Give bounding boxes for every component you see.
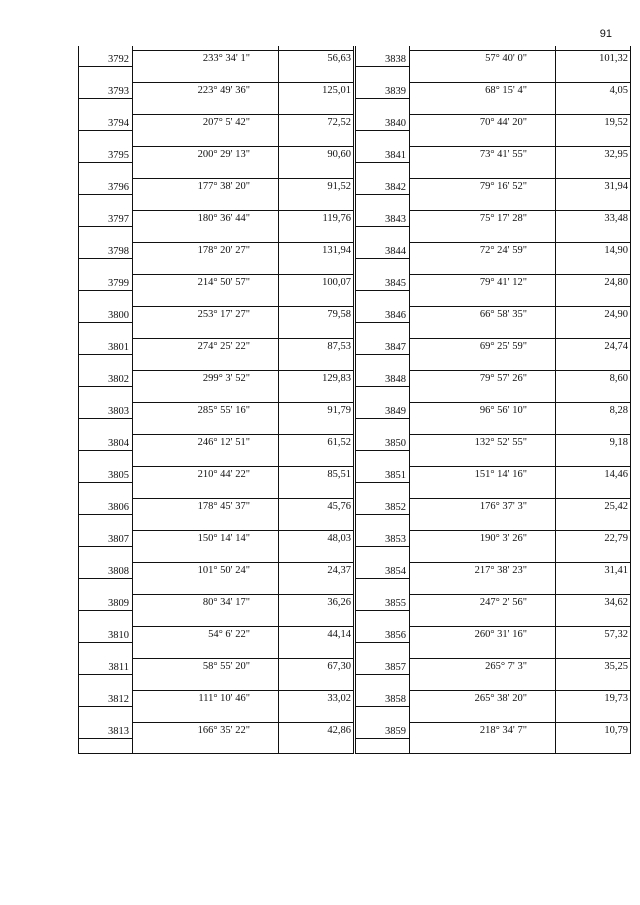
angle-value: 132° 52' 55" bbox=[474, 437, 527, 448]
point-number: 3809 bbox=[108, 598, 129, 609]
angle-value: 180° 36' 44" bbox=[197, 213, 250, 224]
distance-value: 48,03 bbox=[327, 533, 351, 544]
point-number: 3810 bbox=[108, 630, 129, 641]
distance-value: 100,07 bbox=[322, 277, 351, 288]
angle-value: 66° 58' 35" bbox=[479, 309, 527, 320]
point-number: 3852 bbox=[385, 502, 406, 513]
distance-value: 31,41 bbox=[604, 565, 628, 576]
point-number: 3841 bbox=[385, 150, 406, 161]
point-number: 3854 bbox=[385, 566, 406, 577]
angle-value: 72° 24' 59" bbox=[479, 245, 527, 256]
angle-value: 75° 17' 28" bbox=[479, 213, 527, 224]
angle-value: 111° 10' 46" bbox=[198, 693, 250, 704]
angle-value: 218° 34' 7" bbox=[479, 725, 527, 736]
angle-value: 285° 55' 16" bbox=[197, 405, 250, 416]
point-number: 3803 bbox=[108, 406, 129, 417]
point-number: 3808 bbox=[108, 566, 129, 577]
distance-value: 24,80 bbox=[604, 277, 628, 288]
point-number: 3858 bbox=[385, 694, 406, 705]
distance-value: 22,79 bbox=[604, 533, 628, 544]
angle-value: 68° 15' 4" bbox=[485, 85, 527, 96]
angle-value: 200° 29' 13" bbox=[197, 149, 250, 160]
distance-value: 4,05 bbox=[609, 85, 628, 96]
point-number: 3813 bbox=[108, 726, 129, 737]
distance-value: 67,30 bbox=[327, 661, 351, 672]
point-number: 3846 bbox=[385, 310, 406, 321]
point-number: 3807 bbox=[108, 534, 129, 545]
angle-value: 233° 34' 1" bbox=[202, 53, 250, 64]
distance-value: 131,94 bbox=[322, 245, 351, 256]
point-number: 3794 bbox=[108, 118, 129, 129]
distance-value: 72,52 bbox=[327, 117, 351, 128]
distance-value: 44,14 bbox=[327, 629, 351, 640]
angle-value: 214° 50' 57" bbox=[197, 277, 250, 288]
point-number: 3845 bbox=[385, 278, 406, 289]
angle-value: 265° 38' 20" bbox=[474, 693, 527, 704]
point-number: 3806 bbox=[108, 502, 129, 513]
distance-value: 45,76 bbox=[327, 501, 351, 512]
point-number: 3857 bbox=[385, 662, 406, 673]
point-number: 3844 bbox=[385, 246, 406, 257]
angle-value: 299° 3' 52" bbox=[202, 373, 250, 384]
angle-value: 96° 56' 10" bbox=[479, 405, 527, 416]
coordinate-table-left bbox=[78, 46, 354, 754]
angle-value: 79° 16' 52" bbox=[479, 181, 527, 192]
angle-value: 176° 37' 3" bbox=[479, 501, 527, 512]
distance-value: 79,58 bbox=[327, 309, 351, 320]
distance-value: 91,52 bbox=[327, 181, 351, 192]
point-number: 3855 bbox=[385, 598, 406, 609]
distance-value: 91,79 bbox=[327, 405, 351, 416]
angle-value: 246° 12' 51" bbox=[197, 437, 250, 448]
distance-value: 32,95 bbox=[604, 149, 628, 160]
distance-value: 57,32 bbox=[604, 629, 628, 640]
distance-value: 56,63 bbox=[327, 53, 351, 64]
distance-value: 34,62 bbox=[604, 597, 628, 608]
distance-value: 24,90 bbox=[604, 309, 628, 320]
point-number: 3796 bbox=[108, 182, 129, 193]
point-number: 3804 bbox=[108, 438, 129, 449]
distance-value: 14,90 bbox=[604, 245, 628, 256]
distance-value: 90,60 bbox=[327, 149, 351, 160]
point-number: 3853 bbox=[385, 534, 406, 545]
distance-value: 42,86 bbox=[327, 725, 351, 736]
angle-value: 178° 20' 27" bbox=[197, 245, 250, 256]
angle-value: 178° 45' 37" bbox=[197, 501, 250, 512]
angle-value: 70° 44' 20" bbox=[479, 117, 527, 128]
distance-value: 35,25 bbox=[604, 661, 628, 672]
point-number: 3840 bbox=[385, 118, 406, 129]
point-number: 3805 bbox=[108, 470, 129, 481]
distance-value: 14,46 bbox=[604, 469, 628, 480]
angle-value: 151° 14' 16" bbox=[474, 469, 527, 480]
angle-value: 73° 41' 55" bbox=[479, 149, 527, 160]
distance-value: 101,32 bbox=[599, 53, 628, 64]
distance-value: 61,52 bbox=[327, 437, 351, 448]
distance-value: 8,60 bbox=[609, 373, 628, 384]
point-number: 3848 bbox=[385, 374, 406, 385]
angle-value: 101° 50' 24" bbox=[197, 565, 250, 576]
point-number: 3811 bbox=[108, 662, 129, 673]
distance-value: 10,79 bbox=[604, 725, 628, 736]
angle-value: 247° 2' 56" bbox=[479, 597, 527, 608]
angle-value: 210° 44' 22" bbox=[197, 469, 250, 480]
point-number: 3798 bbox=[108, 246, 129, 257]
page-number: 91 bbox=[599, 28, 612, 40]
angle-value: 79° 41' 12" bbox=[479, 277, 527, 288]
point-number: 3859 bbox=[385, 726, 406, 737]
distance-value: 129,83 bbox=[322, 373, 351, 384]
angle-value: 57° 40' 0" bbox=[485, 53, 527, 64]
angle-value: 223° 49' 36" bbox=[197, 85, 250, 96]
distance-value: 36,26 bbox=[327, 597, 351, 608]
point-number: 3797 bbox=[108, 214, 129, 225]
angle-value: 58° 55' 20" bbox=[202, 661, 250, 672]
point-number: 3849 bbox=[385, 406, 406, 417]
distance-value: 8,28 bbox=[609, 405, 628, 416]
angle-value: 54° 6' 22" bbox=[208, 629, 250, 640]
point-number: 3802 bbox=[108, 374, 129, 385]
angle-value: 260° 31' 16" bbox=[474, 629, 527, 640]
distance-value: 19,73 bbox=[604, 693, 628, 704]
point-number: 3847 bbox=[385, 342, 406, 353]
distance-value: 24,74 bbox=[604, 341, 628, 352]
point-number: 3839 bbox=[385, 86, 406, 97]
distance-value: 33,48 bbox=[604, 213, 628, 224]
point-number: 3850 bbox=[385, 438, 406, 449]
angle-value: 253° 17' 27" bbox=[197, 309, 250, 320]
distance-value: 85,51 bbox=[327, 469, 351, 480]
angle-value: 207° 5' 42" bbox=[202, 117, 250, 128]
point-number: 3800 bbox=[108, 310, 129, 321]
point-number: 3851 bbox=[385, 470, 406, 481]
point-number: 3842 bbox=[385, 182, 406, 193]
angle-value: 190° 3' 26" bbox=[479, 533, 527, 544]
distance-value: 119,76 bbox=[322, 213, 351, 224]
point-number: 3792 bbox=[108, 54, 129, 65]
angle-value: 177° 38' 20" bbox=[197, 181, 250, 192]
point-number: 3843 bbox=[385, 214, 406, 225]
distance-value: 87,53 bbox=[327, 341, 351, 352]
distance-value: 25,42 bbox=[604, 501, 628, 512]
point-number: 3799 bbox=[108, 278, 129, 289]
distance-value: 9,18 bbox=[609, 437, 628, 448]
angle-value: 265° 7' 3" bbox=[485, 661, 527, 672]
distance-value: 33,02 bbox=[327, 693, 351, 704]
angle-value: 274° 25' 22" bbox=[197, 341, 250, 352]
angle-value: 80° 34' 17" bbox=[202, 597, 250, 608]
distance-value: 24,37 bbox=[327, 565, 351, 576]
angle-value: 79° 57' 26" bbox=[479, 373, 527, 384]
angle-value: 166° 35' 22" bbox=[197, 725, 250, 736]
point-number: 3801 bbox=[108, 342, 129, 353]
point-number: 3812 bbox=[108, 694, 129, 705]
angle-value: 217° 38' 23" bbox=[474, 565, 527, 576]
point-number: 3856 bbox=[385, 630, 406, 641]
angle-value: 69° 25' 59" bbox=[479, 341, 527, 352]
point-number: 3838 bbox=[385, 54, 406, 65]
angle-value: 150° 14' 14" bbox=[197, 533, 250, 544]
coordinate-table-right bbox=[355, 46, 631, 754]
point-number: 3795 bbox=[108, 150, 129, 161]
distance-value: 31,94 bbox=[604, 181, 628, 192]
distance-value: 19,52 bbox=[604, 117, 628, 128]
distance-value: 125,01 bbox=[322, 85, 351, 96]
point-number: 3793 bbox=[108, 86, 129, 97]
